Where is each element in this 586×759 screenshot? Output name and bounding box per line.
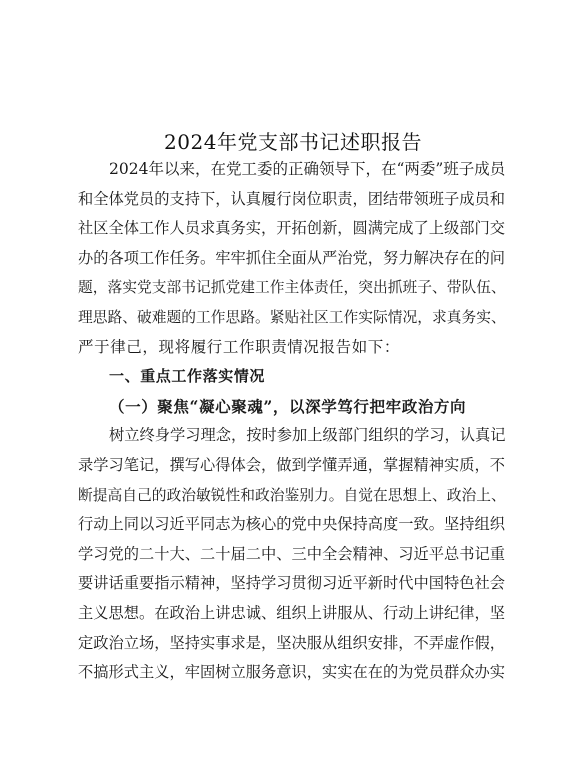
paragraph-line: 主义思想。在政治上讲忠诚、组织上讲服从、行动上讲纪律，坚 — [78, 603, 505, 622]
section-heading: 一、重点工作落实情况 — [109, 367, 266, 386]
paragraph-line: 录学习笔记，撰写心得体会，做到学懂弄通，掌握精神实质，不 — [78, 455, 505, 474]
paragraph-line: 办的各项工作任务。牢牢抓住全面从严治党，努力解决存在的问 — [78, 248, 505, 267]
paragraph-line: 行动上同以习近平同志为核心的党中央保持高度一致。坚持组织 — [78, 515, 505, 534]
paragraph-line: 和全体党员的支持下，认真履行岗位职责，团结带领班子成员和 — [78, 189, 505, 208]
document-title: 2024年党支部书记述职报告 — [164, 130, 422, 154]
paragraph-line: 不搞形式主义，牢固树立服务意识，实实在在的为党员群众办实 — [78, 663, 505, 682]
paragraph-line: 社区全体工作人员求真务实，开拓创新，圆满完成了上级部门交 — [78, 219, 505, 238]
paragraph-line: 理思路、破难题的工作思路。紧贴社区工作实际情况，求真务实、 — [78, 308, 506, 326]
paragraph-line: 严于律己，现将履行工作职责情况报告如下： — [78, 337, 401, 356]
paragraph-line: 断提高自己的政治敏锐性和政治鉴别力。自觉在思想上、政治上、 — [78, 486, 506, 504]
paragraph-line: 学习党的二十大、二十届二中、三中全会精神、习近平总书记重 — [78, 544, 505, 563]
paragraph-line: 2024年以来，在党工委的正确领导下，在“两委”班子成员 — [109, 160, 506, 178]
paragraph-line: 树立终身学习理念，按时参加上级部门组织的学习，认真记 — [109, 426, 506, 445]
paragraph-line: 定政治立场，坚持实事求是，坚决服从组织安排，不弄虚作假， — [78, 633, 505, 652]
paragraph-line: 题，落实党支部书记抓党建工作主体责任，突出抓班子、带队伍、 — [78, 279, 506, 297]
paragraph-line: 要讲话重要指示精神，坚持学习贯彻习近平新时代中国特色社会 — [78, 574, 505, 593]
document-body — [78, 155, 508, 688]
subsection-heading: （一）聚焦“凝心聚魂”，以深学笃行把牢政治方向 — [109, 396, 467, 416]
